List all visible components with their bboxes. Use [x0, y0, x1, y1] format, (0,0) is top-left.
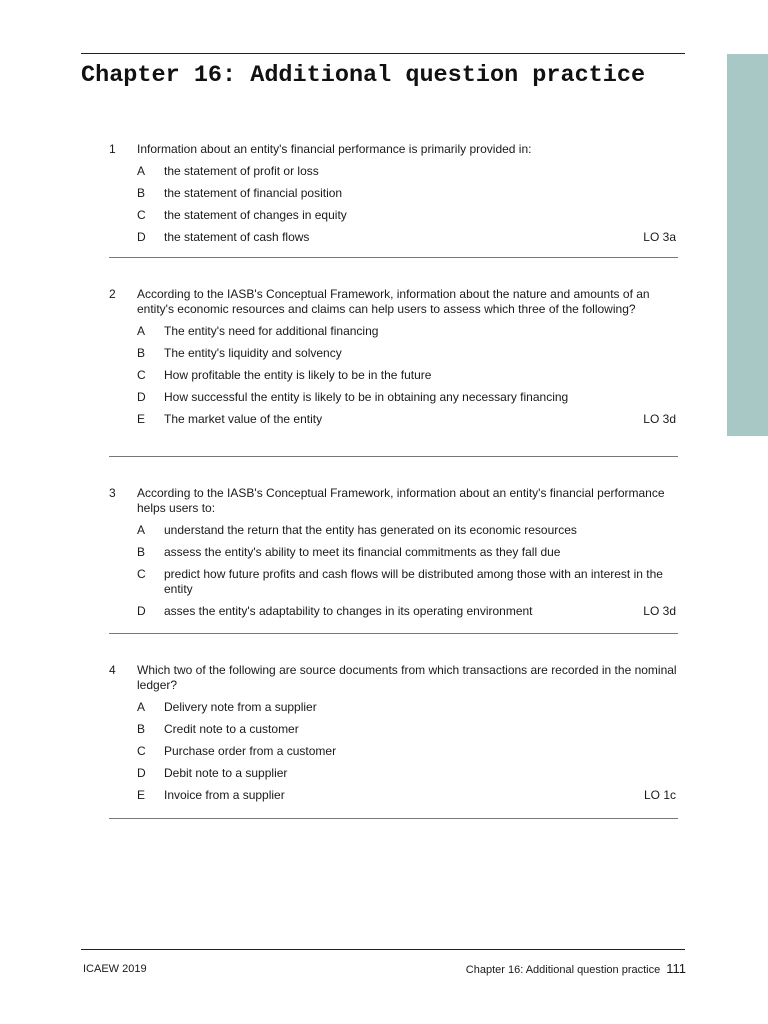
option-text: The entity's need for additional financing	[164, 324, 379, 338]
question-divider	[109, 818, 678, 819]
learning-outcome-tag: LO 3a	[643, 230, 676, 244]
option-e	[109, 788, 678, 803]
page-number: 111	[666, 961, 686, 976]
option-letter: D	[137, 604, 146, 618]
option-c	[109, 208, 678, 223]
option-a	[109, 523, 678, 538]
option-text: The entity's liquidity and solvency	[164, 346, 342, 360]
chapter-side-tab	[727, 54, 768, 436]
option-letter: A	[137, 324, 146, 338]
option-d	[109, 766, 678, 781]
question-3	[109, 486, 678, 619]
question-divider	[109, 633, 678, 634]
option-a	[109, 324, 678, 339]
option-c	[109, 744, 678, 759]
option-text: the statement of profit or loss	[164, 164, 319, 178]
option-text: asses the entity's adaptability to changes in its operating environment	[164, 604, 533, 618]
question-divider	[109, 257, 678, 258]
option-text: Debit note to a supplier	[164, 766, 288, 780]
option-letter: C	[137, 368, 146, 382]
learning-outcome-tag: LO 3d	[643, 604, 676, 618]
question-stem: Information about an entity's financial performance is primarily provided in:	[137, 142, 532, 156]
option-d	[109, 230, 678, 245]
question-1	[109, 142, 678, 245]
option-letter: C	[137, 567, 146, 581]
option-text: Purchase order from a customer	[164, 744, 337, 758]
question-stem: According to the IASB's Conceptual Framework, information about the nature and amounts of an entity's economic resources and claims can help users to assess which three of the following?	[137, 287, 650, 316]
option-text: the statement of changes in equity	[164, 208, 347, 222]
option-b	[109, 186, 678, 201]
header-rule	[81, 53, 685, 54]
footer-chapter-title: Chapter 16: Additional question practice	[465, 964, 661, 976]
question-stem: According to the IASB's Conceptual Framework, information about an entity's financial performance helps users to:	[137, 486, 665, 515]
option-letter: A	[137, 523, 146, 537]
option-text: Delivery note from a supplier	[164, 700, 317, 714]
option-text: How profitable the entity is likely to be in the future	[164, 368, 432, 382]
option-text: Credit note to a customer	[164, 722, 299, 736]
footer-running-head	[466, 961, 686, 978]
question-divider	[109, 456, 678, 457]
option-a	[109, 164, 678, 179]
option-c	[109, 567, 678, 597]
option-letter: D	[137, 766, 146, 780]
option-letter: C	[137, 208, 146, 222]
option-text: The market value of the entity	[164, 412, 323, 426]
option-text: predict how future profits and cash flows will be distributed among those with an interest in the entity	[164, 567, 663, 596]
option-letter: D	[137, 230, 146, 244]
option-letter: E	[137, 788, 146, 802]
footer-rule	[81, 949, 685, 950]
question-number: 3	[109, 486, 116, 500]
learning-outcome-tag: LO 3d	[643, 412, 676, 426]
learning-outcome-tag: LO 1c	[643, 788, 676, 802]
option-a	[109, 700, 678, 715]
option-letter: C	[137, 744, 146, 758]
option-d	[109, 390, 678, 405]
question-stem: Which two of the following are source documents from which transactions are recorded in the nominal ledger?	[137, 663, 677, 692]
option-c	[109, 368, 678, 383]
option-letter: B	[137, 545, 146, 559]
option-b	[109, 722, 678, 737]
option-text: Invoice from a supplier	[164, 788, 285, 802]
option-letter: A	[137, 700, 146, 714]
option-text: understand the return that the entity has generated on its economic resources	[164, 523, 577, 537]
option-letter: A	[137, 164, 146, 178]
question-2	[109, 287, 678, 427]
option-text: the statement of cash flows	[164, 230, 310, 244]
question-4	[109, 663, 678, 803]
option-letter: B	[137, 186, 146, 200]
option-b	[109, 545, 678, 560]
option-letter: E	[137, 412, 146, 426]
option-letter: D	[137, 390, 146, 404]
option-d	[109, 604, 678, 619]
question-number: 2	[109, 287, 116, 301]
option-text: assess the entity's ability to meet its financial commitments as they fall due	[164, 545, 561, 559]
footer-copyright: ICAEW 2019	[83, 963, 147, 975]
question-number: 1	[109, 142, 116, 156]
option-b	[109, 346, 678, 361]
option-letter: B	[137, 346, 146, 360]
page-title: Chapter 16: Additional question practice	[81, 62, 646, 89]
question-number: 4	[109, 663, 116, 677]
option-e	[109, 412, 678, 427]
option-letter: B	[137, 722, 146, 736]
option-text: How successful the entity is likely to be in obtaining any necessary financing	[164, 390, 569, 404]
option-text: the statement of financial position	[164, 186, 343, 200]
